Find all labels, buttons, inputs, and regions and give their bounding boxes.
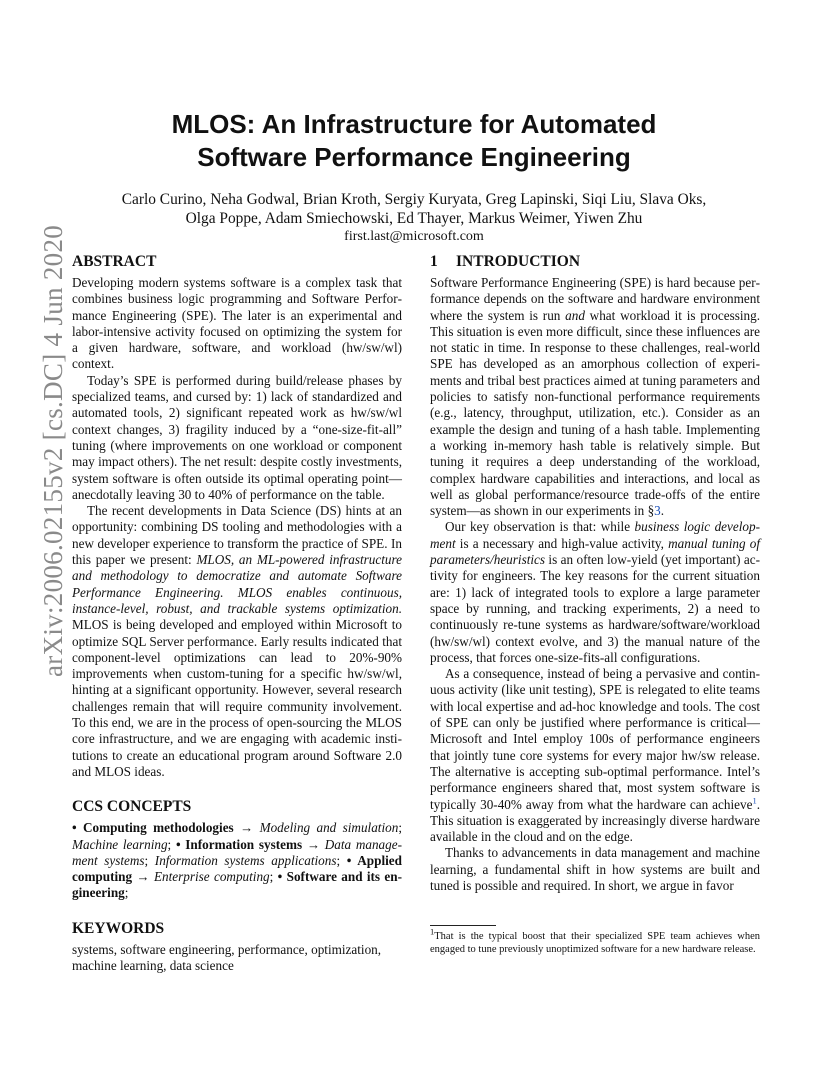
author-block (80, 190, 748, 245)
keywords-heading: KEYWORDS (72, 919, 165, 937)
intro-p2-text-a: Our key observation is that: while (445, 519, 635, 535)
left-column (72, 252, 402, 974)
footnote-1-text: That is the typical boost that their specialized SPE team achieves when engaged to tune previously unoptimized software for a new hardware release. (430, 931, 760, 955)
footnote-1-reference-link[interactable]: 1 (752, 795, 757, 806)
intro-p1-text-b: what workload it is processing. This situation is even more difficult, since these influences are not static in time. In response to these challenges, real-world SPE has developed as an amorphous collection of experiments and tribal best practices aimed at tuning parameters and policies to satisfy non-functional performance requirements (e.g., latency, throughput, utilization, etc.). Consider as an example the design and tuning of a hash table. Implementing a working in-memory hash table is relatively simple. But tuning it requires a deep understanding of the workload, complex hardware capabilities and interactions, and local as well as global performance/resource trade-offs of the entire system—as shown in our experiments in § (430, 307, 760, 519)
ccs-term-modeling-simulation: Modeling and simulation (259, 820, 399, 836)
abstract-section (72, 252, 402, 780)
ccs-term-applied-computing: • Applied computing (72, 852, 402, 885)
ccs-concepts-heading: CCS CONCEPTS (72, 798, 192, 816)
keywords-text: systems, software engineering, performance, optimization, machine learning, data science (72, 941, 382, 973)
paper-title (114, 108, 714, 174)
paper-title-line-1: MLOS: An Infrastructure for Automated (171, 109, 657, 139)
ccs-separator-4: ; (336, 852, 347, 868)
author-list-line-2: Olga Poppe, Adam Smiechowski, Ed Thayer, Markus Weimer, Yiwen Zhu (185, 210, 643, 227)
ccs-term-information-systems-applications: Information systems applications (154, 852, 337, 868)
ccs-term-enterprise-computing: Enterprise computing (153, 869, 270, 885)
keywords-section (72, 919, 402, 975)
intro-paragraph-4: Thanks to advancements in data management and machine learning, a fundamental shift in how systems are built and tuned is possible and required. In short, we argue in favor (430, 845, 760, 893)
ccs-separator-3: ; (144, 852, 155, 868)
introduction-title: INTRODUCTION (456, 253, 581, 270)
abstract-paragraph-2: Today’s SPE is performed during build/release phases by specialized teams, and cursed by: 1) lack of standardized and automated tools, 2) significant repeated work as hw/sw/wl context changes, 3) fragility induced by a “one-size-fit-all” tuning (where improvements on one workload or component may impact others). The net result: despite costly investments, system software is often outside its optimal operating point—anecdotally leaving 30 to 40% of performance on the table. (72, 372, 402, 502)
abstract-p3-text-a: The recent developments in Data Science (DS) hints at an opportunity: combining DS tooling and methodologies with a new developer experience to transform the practice of SPE. In this paper we present: (72, 503, 402, 568)
intro-paragraph-1 (430, 275, 760, 519)
ccs-separator-5: ; (269, 869, 278, 885)
ccs-term-machine-learning: Machine learning (72, 836, 168, 852)
intro-p2-emphasis-2: manual tuning of parameters/heuristics (430, 535, 760, 568)
intro-p2-text-b: is a necessary and high-value activity, (455, 535, 669, 551)
ccs-term-software-engineering: • Software and its engineering (72, 869, 402, 901)
introduction-heading (430, 252, 760, 271)
ccs-arrow-2: → (302, 836, 325, 852)
footnote-1 (430, 926, 760, 956)
right-column (430, 252, 760, 894)
section-number: 1 (430, 253, 438, 270)
footnote-1-mark: 1 (430, 926, 435, 937)
introduction-section (430, 252, 760, 894)
abstract-paragraph-3 (72, 503, 402, 780)
ccs-term-computing-methodologies: • Computing methodologies (72, 820, 234, 836)
abstract-paragraph-1: Developing modern systems software is a complex task that combines business logic programming and Software Performance Engineering (SPE). The later is an experimental and labor-intensive activity focused on optimizing the system for a given hardware, software, and workload (hw/sw/wl) context. (72, 275, 402, 372)
ccs-term-data-management-systems: Data management systems (72, 836, 402, 868)
intro-p1-end: . (660, 503, 665, 519)
footnote-divider (430, 925, 496, 926)
ccs-concepts-text (72, 820, 402, 901)
intro-paragraph-3 (430, 666, 760, 845)
paper-title-line-2: Software Performance Engineering (197, 142, 631, 172)
ccs-separator-1: ; (398, 820, 402, 836)
abstract-p3-emphasis: MLOS, an ML-powered infrastructure and methodology to democratize and automate Software Performance Engineering. MLOS enables continuous, instance-level, robust, and trackable systems optimization. (72, 552, 402, 616)
arxiv-identifier-stamp[interactable]: arXiv:2006.02155v2 [cs.DC] 4 Jun 2020 (38, 224, 68, 677)
ccs-arrow-1: → (233, 820, 260, 836)
ccs-separator-2: ; (167, 836, 176, 852)
ccs-concepts-section (72, 797, 402, 901)
ccs-arrow-3: → (132, 869, 154, 885)
ccs-term-information-systems: • Information systems (175, 836, 303, 852)
section-3-reference-link[interactable]: 3 (654, 503, 661, 519)
intro-p2-text-c: is an often low-yield (yet important) activity for engineers. The key reasons for the current situation are: 1) lack of integrated tools to explore a large parameter space by running, and tracking experiments, 2) a need to continuously re-tune systems as hardware/software/workload (hw/sw/wl) context evolve, and 3) the manual nature of the process, that forces one-size-fits-all configurations. (430, 552, 760, 665)
author-email: first.last@microsoft.com (344, 229, 484, 244)
intro-p3-text-a: As a consequence, instead of being a pervasive and continuous activity (like unit testing), SPE is relegated to elite teams with local expertise and ad-hoc knowledge and tools. The cost of SPE can only be justified where performance is critical—Microsoft and Intel employ 100s of performance engineers that jointly tune core systems for every major hw/sw release. The alternative is accepting sub-optimal performance. Intel’s performance engineers shared that, most system software is typically 30-40% away from what the hardware can achieve (430, 666, 760, 812)
intro-p2-emphasis-1: business logic development (430, 519, 760, 551)
author-list-line-1: Carlo Curino, Neha Godwal, Brian Kroth, Sergiy Kuryata, Greg Lapinski, Siqi Liu, Slava Oks, (121, 191, 707, 208)
ccs-separator-6: ; (124, 885, 129, 901)
abstract-p3-text-b: MLOS is being developed and employed within Microsoft to optimize SQL Server performance. Early results indicated that component-level optimizations can lead to 20%-90% improvements when custom-tuning for a specific hw/sw/wl, hinting at a significant opportunity. However, several research challenges remain that will require community involvement. To this end, we are in the process of open-sourcing the MLOS core infrastructure, and we are engaging with academic institutions to create an educational program around Software 2.0 and MLOS ideas. (72, 617, 402, 779)
intro-p1-text-a: Software Performance Engineering (SPE) is hard because performance depends on the software and hardware environment where the system is run (430, 275, 760, 323)
abstract-heading: ABSTRACT (72, 253, 157, 270)
intro-p1-emphasis: and (565, 307, 585, 323)
intro-paragraph-2 (430, 519, 760, 666)
intro-p3-text-b: . This situation is exaggerated by increasingly diverse hardware available in the cloud and on the edge. (430, 796, 760, 845)
